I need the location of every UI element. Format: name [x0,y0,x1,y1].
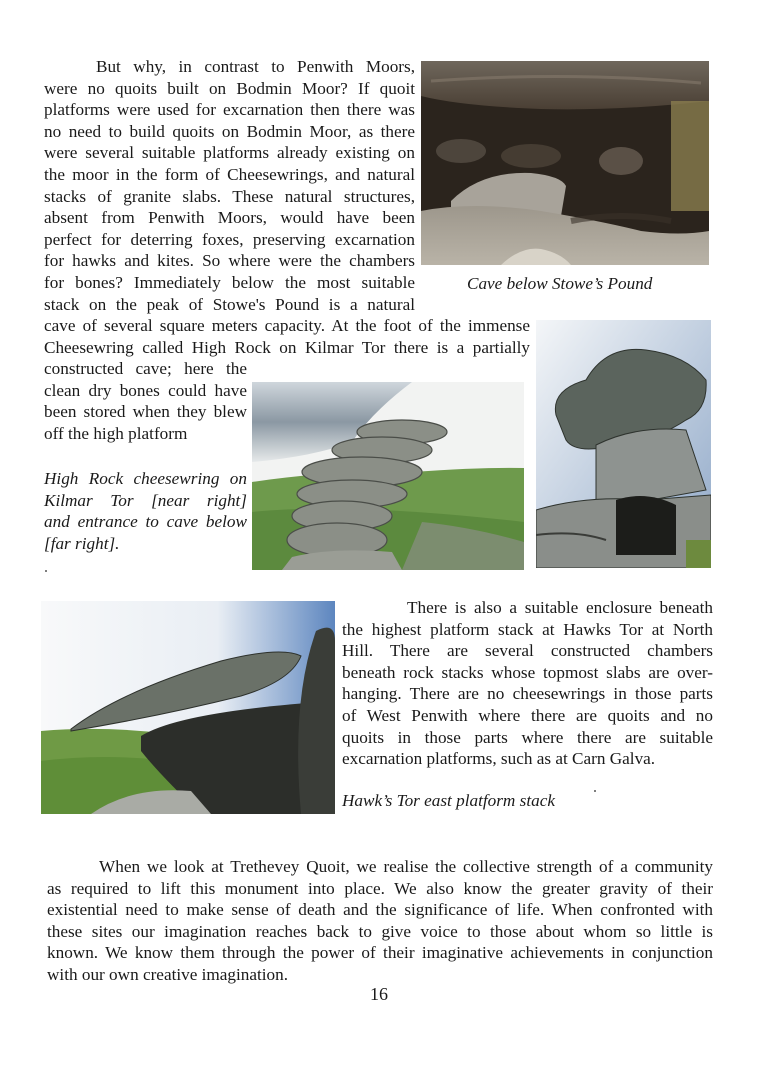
text-line: constructed cave; here the [44,359,247,378]
text-line: stacks of granite slabs. These natural structures, [44,186,415,206]
high-rock-photo [252,382,524,570]
text-line: clean dry bones could have [44,380,247,400]
text-line: stack on the peak of Stowe's Pound is a natural [44,294,415,314]
hawks-tor-caption: Hawk’s Tor east platform stack [342,791,555,810]
paragraph-2 [342,597,713,770]
paragraph-3 [47,856,713,986]
text-line: Cheesewring called High Rock on Kilmar Tor there is a partially [44,337,530,357]
text-line: were no quoits built on Bodmin Moor? If quoit [44,78,415,98]
text-line: platforms were used for excarnation then there was [44,100,415,120]
cave-entrance-photo [536,320,711,568]
text-line: the moor in the form of Cheesewrings, and natural [44,164,415,184]
text-line: excarnation platforms, such as at Carn Galva. [342,749,656,769]
text-line: as required to lift this monument into place. We also know the greater gravity of their [47,878,713,898]
paragraph-1-lower [44,358,247,444]
text-line: were several suitable platforms already existing on [44,143,415,163]
text-line: But why, in contrast to Penwith Moors, [96,57,415,76]
text-line: off the high platform [44,423,188,443]
text-line: There is also a suitable enclosure beneath [407,598,713,617]
high-rock-caption [44,468,247,554]
text-line: hanging. There are no cheesewrings in those parts [342,684,713,704]
paragraph-1-upper [44,56,415,315]
text-line: known. We know them through the power of their imaginative achievements in conjunction [47,943,713,963]
text-line: beneath rock stacks whose topmost slabs are over- [342,662,713,682]
caption-line: and entrance to cave below [44,512,247,532]
caption-line: High Rock cheesewring on [44,469,247,488]
text-line: for bones? Immediately below the most suitable [44,272,415,292]
text-line: no need to build quoits on Bodmin Moor, as there [44,121,415,141]
text-line: for hawks and kites. So where were the chambers [44,251,415,271]
text-line: been stored when they blew [44,402,247,422]
caption-line: [far right]. [44,533,120,553]
text-line: When we look at Trethevey Quoit, we realise the collective strength of a community [99,857,713,876]
text-line: Hill. There are several constructed chambers [342,641,713,661]
cave-photo [421,61,709,265]
text-line: perfect for deterring foxes, preserving excarnation [44,229,415,249]
page-number: 16 [370,984,388,1004]
text-line: the highest platform stack at Hawks Tor at North [342,619,713,639]
text-line: with our own creative imagination. [47,964,289,984]
text-line: quoits in those parts where there are suitable [342,727,713,747]
hawks-tor-photo [41,601,335,814]
text-line: these sites our imagination reaches back to give voice to those about whom so little is [47,921,713,941]
cave-caption: Cave below Stowe’s Pound [467,274,653,293]
text-line: cave of several square meters capacity. At the foot of the immense [44,316,530,335]
text-line: of West Penwith where there are quoits and no [342,705,713,725]
text-line: existential need to make sense of death and the significance of life. When confronted with [47,900,713,920]
scan-speck [45,570,47,572]
text-line: absent from Penwith Moors, would have been [44,208,415,228]
caption-line: Kilmar Tor [near right] [44,490,247,510]
paragraph-1-middle [44,315,530,358]
scan-speck [594,790,596,792]
